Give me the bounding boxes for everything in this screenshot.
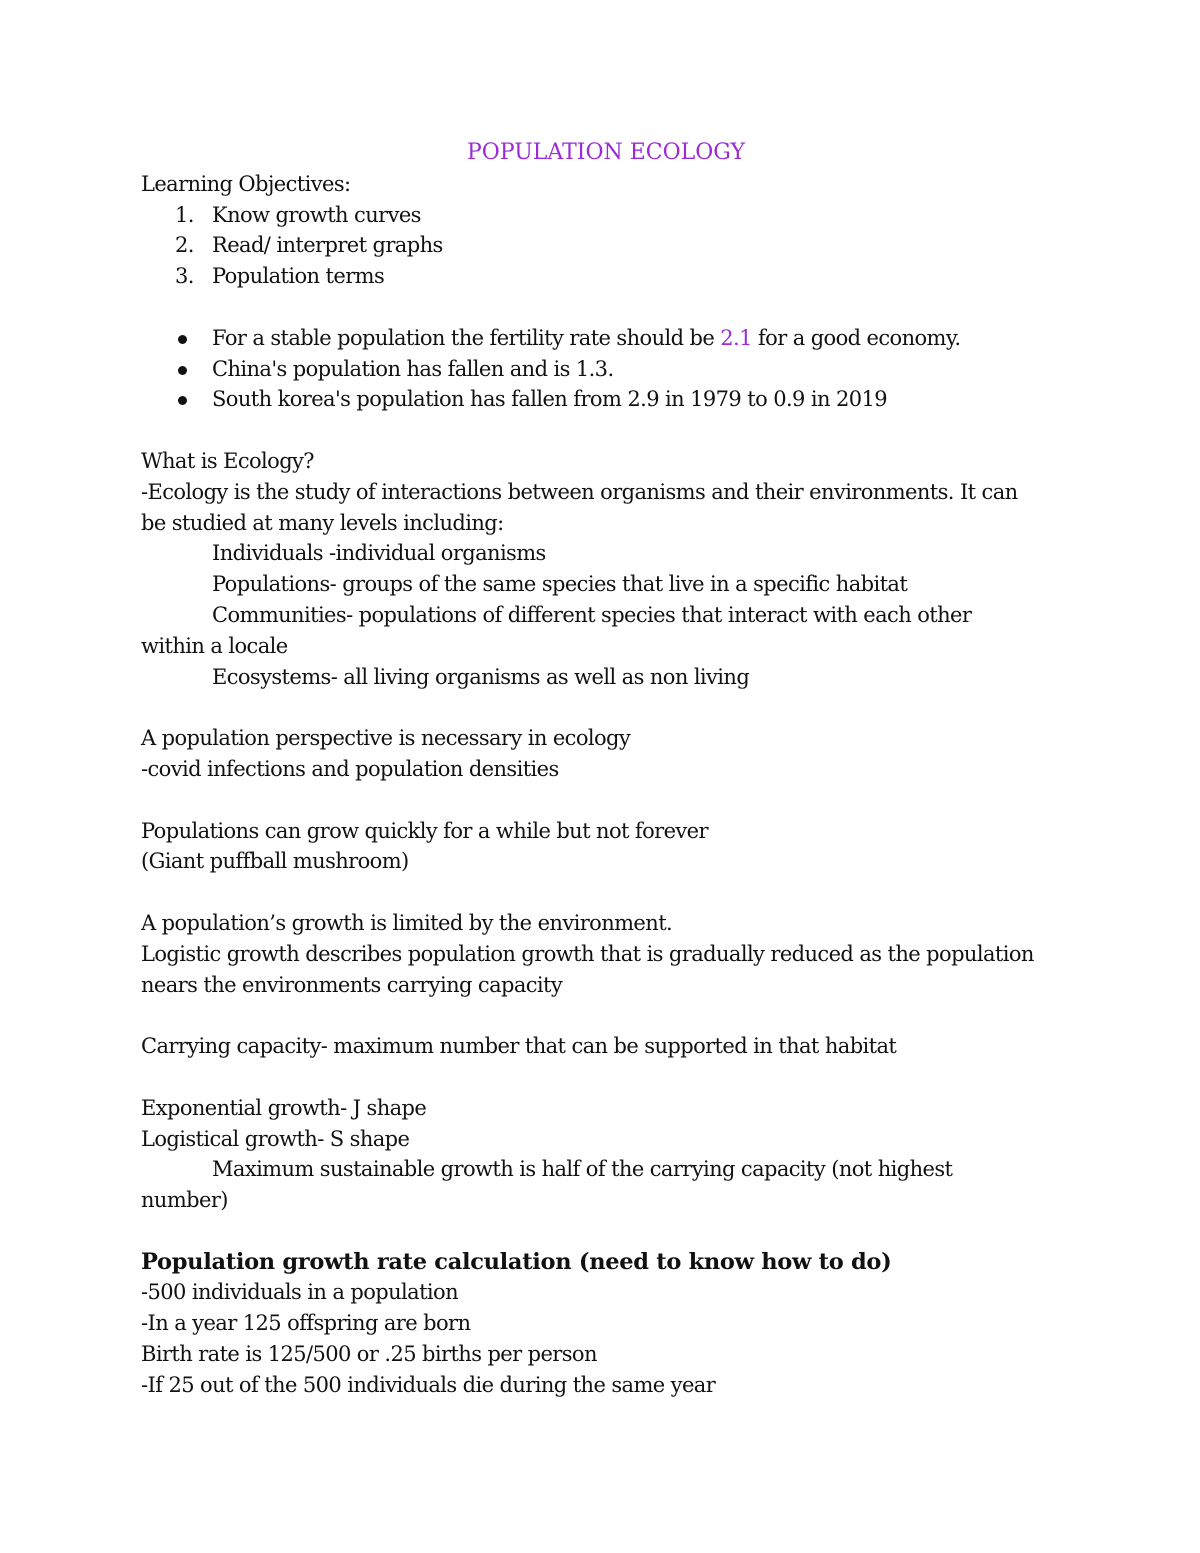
list-number: 2. bbox=[175, 233, 194, 258]
bullet-text: for a good economy. bbox=[751, 325, 961, 350]
paragraph-line: A population’s growth is limited by the environment. bbox=[141, 910, 673, 935]
sustainable-growth: Maximum sustainable growth is half of the carrying capacity (not highest bbox=[212, 1157, 953, 1182]
spacer bbox=[141, 1062, 1071, 1093]
ecology-definition: be studied at many levels including: bbox=[141, 510, 504, 535]
spacer bbox=[141, 1216, 1071, 1247]
bullet-item bbox=[141, 354, 1071, 385]
list-number: 1. bbox=[175, 202, 194, 227]
objectives-heading: Learning Objectives: bbox=[141, 171, 351, 196]
spacer bbox=[141, 1000, 1071, 1031]
objective-text: Population terms bbox=[212, 264, 385, 289]
level-ecosystems: Ecosystems- all living organisms as well as non living bbox=[212, 664, 750, 689]
list-number: 3. bbox=[175, 264, 194, 289]
fertility-rate-highlight: 2.1 bbox=[720, 325, 752, 350]
paragraph-line: A population perspective is necessary in ecology bbox=[141, 726, 631, 751]
paragraph-line: nears the environments carrying capacity bbox=[141, 972, 563, 997]
objective-text: Know growth curves bbox=[212, 202, 421, 227]
document-body bbox=[141, 138, 1071, 1401]
objective-item bbox=[141, 261, 1071, 292]
exponential-growth: Exponential growth- J shape bbox=[141, 1095, 427, 1120]
spacer bbox=[141, 692, 1071, 723]
level-communities: Communities- populations of different species that interact with each other bbox=[212, 602, 972, 627]
paragraph-line: Populations can grow quickly for a while but not forever bbox=[141, 818, 708, 843]
paragraph-line: Logistic growth describes population growth that is gradually reduced as the population bbox=[141, 941, 1034, 966]
bullet-dot-icon bbox=[178, 335, 187, 344]
bullet-text: South korea's population has fallen from 2.9 in 1979 to 0.9 in 2019 bbox=[212, 387, 888, 412]
calculation-heading: Population growth rate calculation (need to know how to do) bbox=[141, 1248, 892, 1275]
paragraph-line: -covid infections and population densities bbox=[141, 756, 559, 781]
calculation-line: -If 25 out of the 500 individuals die during the same year bbox=[141, 1372, 716, 1397]
bullet-dot-icon bbox=[178, 366, 187, 375]
carrying-capacity-definition: Carrying capacity- maximum number that can be supported in that habitat bbox=[141, 1034, 897, 1059]
spacer bbox=[141, 877, 1071, 908]
sustainable-growth-cont: number) bbox=[141, 1188, 228, 1213]
bullet-text: For a stable population the fertility rate should be bbox=[212, 325, 721, 350]
bullet-item bbox=[141, 323, 1071, 354]
ecology-definition: -Ecology is the study of interactions between organisms and their environments. It can bbox=[141, 479, 1018, 504]
calculation-line: -In a year 125 offspring are born bbox=[141, 1311, 471, 1336]
calculation-line: Birth rate is 125/500 or .25 births per person bbox=[141, 1342, 597, 1367]
level-communities-cont: within a locale bbox=[141, 633, 288, 658]
bullet-item bbox=[141, 384, 1071, 415]
paragraph-line: (Giant puffball mushroom) bbox=[141, 849, 409, 874]
spacer bbox=[141, 415, 1071, 446]
objective-text: Read/ interpret graphs bbox=[212, 233, 443, 258]
objective-item bbox=[141, 230, 1071, 261]
objective-item bbox=[141, 200, 1071, 231]
logistical-growth: Logistical growth- S shape bbox=[141, 1126, 410, 1151]
calculation-line: -500 individuals in a population bbox=[141, 1280, 459, 1305]
page-title: POPULATION ECOLOGY bbox=[466, 140, 746, 165]
spacer bbox=[141, 292, 1071, 323]
bullet-dot-icon bbox=[178, 396, 187, 405]
spacer bbox=[141, 785, 1071, 816]
bullet-text: China's population has fallen and is 1.3. bbox=[212, 356, 614, 381]
ecology-question: What is Ecology? bbox=[141, 448, 314, 473]
level-populations: Populations- groups of the same species that live in a specific habitat bbox=[212, 572, 908, 597]
level-individuals: Individuals -individual organisms bbox=[212, 541, 546, 566]
